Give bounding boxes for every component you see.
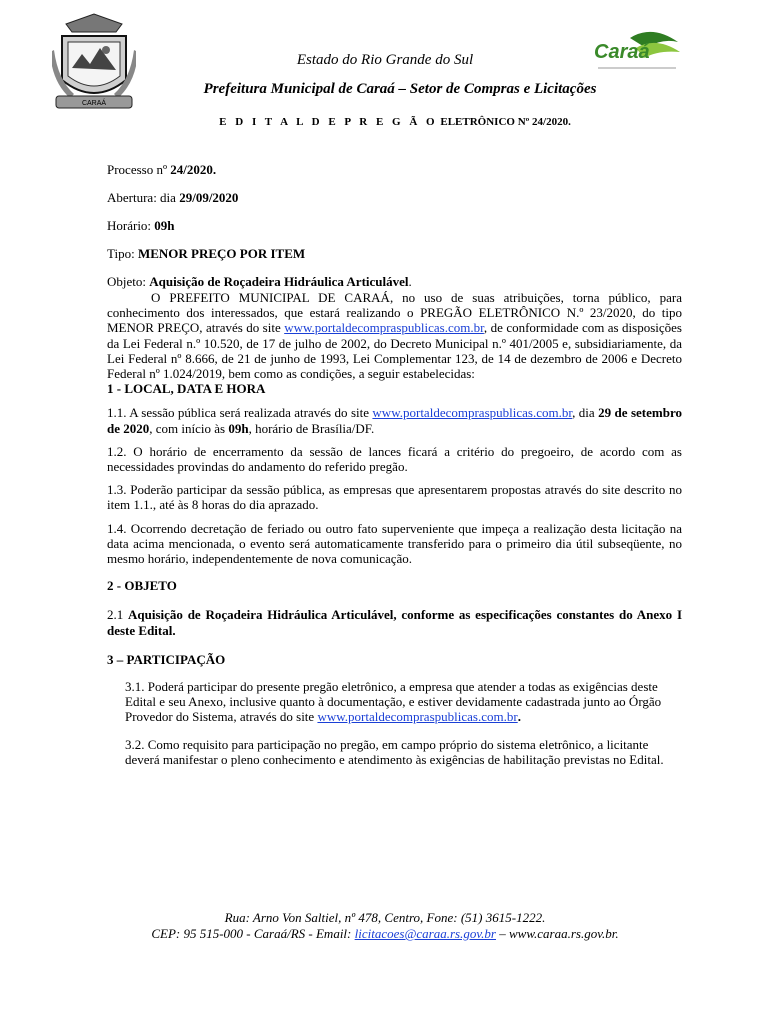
footer-line-2 [0, 926, 770, 942]
horario-line [107, 218, 412, 234]
state-heading: Estado do Rio Grande do Sul [296, 52, 474, 68]
edital-body [107, 290, 682, 775]
abertura-value: 29/09/2020 [179, 190, 239, 205]
item-3-1-end: . [517, 709, 521, 725]
footer-line-1: Rua: Arno Von Saltiel, nº 478, Centro, Fone: (51) 3615-1222. [224, 910, 546, 925]
item-2-1-text: Aquisição de Roçadeira Hidráulica Articulável, conforme as especificações constantes do Anexo I deste Edital. [107, 607, 683, 638]
section-1-title: 1 - LOCAL, DATA E HORA [107, 381, 266, 397]
intro-text-2: , de conformidade com as disposições da Lei Federal n.º 10.520, de 17 de julho de 2002, do Decreto Municipal n.º 401/2005 e, subsidiariamente, da Lei Federal nº 8.666, de 21 de junho de 1993, Lei Complementar 123, de 14 de dezembro de 2006 e Decreto Federal nº 1.024/2019, bem como as condições, a seguir estabelecidas: [107, 320, 682, 382]
item-3-1-text: 3.1. Poderá participar do presente pregão eletrônico, a empresa que atender a todas as exigências deste Edital e seu Anexo, inclusive quanto à documentação, e estiver devidamente cadastrada junto ao Órgão Provedor do Sistema, através do site [125, 679, 662, 725]
item-1-1-text-c: , com início às [149, 420, 229, 436]
logo-text: Caraá [594, 41, 650, 63]
objeto-value: Aquisição de Roçadeira Hidráulica Articulável [149, 274, 409, 289]
email-link[interactable]: licitacoes@caraa.rs.gov.br [354, 926, 496, 941]
intro-paragraph [107, 290, 682, 381]
footer-line-2-a: CEP: 95 515-000 - Caraá/RS - Email: [151, 926, 355, 941]
crest-text: CARAÁ [81, 100, 107, 107]
item-2-1-number: 2.1 [107, 607, 129, 623]
abertura-label: Abertura: dia [107, 190, 180, 205]
tipo-label: Tipo: [107, 246, 138, 261]
item-1-1-text-d: , horário de Brasília/DF. [248, 420, 375, 436]
edital-title-spaced: E D I T A L D E P R E G Ã O [219, 116, 438, 128]
tipo-value: MENOR PREÇO POR ITEM [137, 246, 306, 261]
item-1-2: 1.2. O horário de encerramento da sessão de lances ficará a critério do pregoeiro, de acordo com as necessidades provindas do andamento do referido pregão. [107, 443, 682, 475]
portal-link[interactable]: www.portaldecompraspublicas.com.br [317, 709, 518, 725]
tipo-line [107, 246, 412, 262]
edital-title-rest: ELETRÔNICO Nº 24/2020. [437, 116, 571, 128]
section-3-title: 3 – PARTICIPAÇÃO [107, 651, 226, 667]
item-1-1-text-a: 1.1. A sessão pública será realizada através do site [107, 405, 373, 421]
item-1-1 [107, 405, 682, 435]
portal-link[interactable]: www.portaldecompraspublicas.com.br [372, 405, 573, 421]
horario-value: 09h [154, 218, 175, 233]
horario-label: Horário: [107, 218, 155, 233]
item-3-1 [107, 679, 682, 725]
intro-text-1: O PREFEITO MUNICIPAL DE CARAÁ, no uso de suas atribuições, torna público, para conhecimento dos interessados, que estará realizando o PREGÃO ELETRÔNICO N.º 23/2020, do tipo MENOR PREÇO, através do site [107, 290, 682, 336]
edital-meta [107, 162, 412, 302]
item-1-1-text-b: , dia [572, 405, 599, 421]
item-1-1-date: 29 de setembro de 2020 [107, 405, 682, 436]
portal-link[interactable]: www.portaldecompraspublicas.com.br [284, 320, 484, 336]
processo-label: Processo nº [107, 162, 171, 177]
section-2-title: 2 - OBJETO [107, 578, 177, 594]
abertura-line [107, 190, 412, 206]
item-2-1 [107, 607, 682, 637]
item-1-1-time: 09h [228, 420, 249, 436]
objeto-line [107, 274, 412, 290]
processo-value: 24/2020. [170, 162, 217, 177]
objeto-label: Objeto: [107, 274, 150, 289]
objeto-end: . [408, 274, 412, 289]
edital-title [0, 116, 770, 128]
footer-address [0, 910, 770, 942]
prefeitura-heading: Prefeitura Municipal de Caraá – Setor de Compras e Licitações [203, 81, 597, 97]
processo-line [107, 162, 412, 178]
item-1-4: 1.4. Ocorrendo decretação de feriado ou outro fato superveniente que impeça a realização desta licitação na data acima mencionada, o evento será automaticamente transferido para o primeiro dia útil subseqüente, no mesmo horário, independentemente de nova comunicação. [107, 520, 682, 567]
item-3-2: 3.2. Como requisito para participação no pregão, em campo próprio do sistema eletrônico, a licitante deverá manifestar o pleno conhecimento e atendimento às exigências de habilitação previstas no Edital. [125, 736, 664, 767]
footer-line-2-b: – www.caraa.rs.gov.br. [495, 926, 619, 941]
item-1-3: 1.3. Poderão participar da sessão pública, as empresas que apresentarem propostas através do site descrito no item 1.1., até às 8 horas do dia aprazado. [107, 482, 682, 513]
